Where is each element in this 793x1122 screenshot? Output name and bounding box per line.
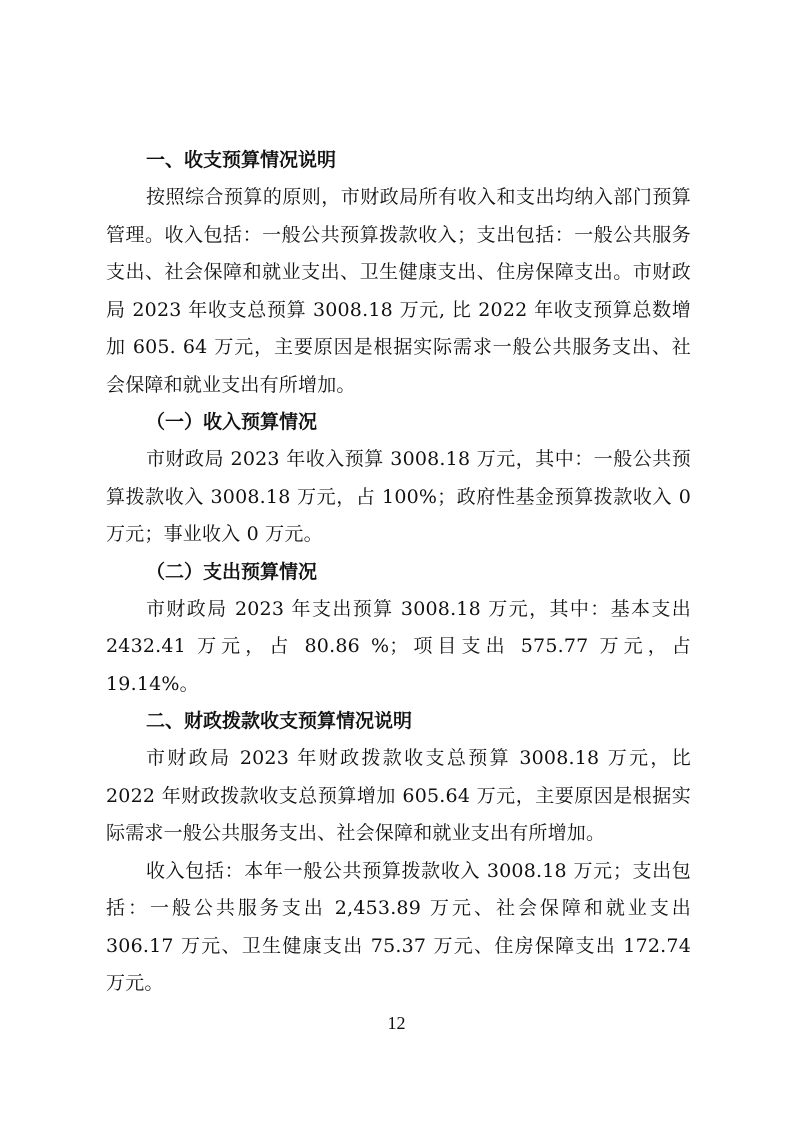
page-number: 12 (387, 1013, 406, 1033)
paragraph-fiscal-appropriation-breakdown: 收入包括：本年一般公共预算拨款收入 3008.18 万元；支出包括：一般公共服务支出 2,453.89 万元、社会保障和就业支出 306.17 万元、卫生健康支出 75.37 万元、住房保障支出 172.74 万元。 (106, 859, 691, 994)
section-heading-fiscal-appropriation: 二、财政拨款收支预算情况说明 (146, 710, 413, 732)
section-heading-budget-overview: 一、收支预算情况说明 (146, 149, 337, 171)
page-content (106, 142, 691, 1003)
subheading-income-budget: （一）收入预算情况 (146, 411, 318, 433)
paragraph-income-budget: 市财政局 2023 年收入预算 3008.18 万元，其中：一般公共预算拨款收入 3008.18 万元，占 100%；政府性基金预算拨款收入 0 万元；事业收入 0 万元。 (106, 448, 691, 545)
subheading-expense-budget: （二）支出预算情况 (146, 560, 318, 583)
paragraph-expense-budget: 市财政局 2023 年支出预算 3008.18 万元，其中：基本支出 2432.41 万元，占 80.86 %；项目支出 575.77 万元，占 19.14%。 (106, 597, 691, 695)
paragraph-budget-intro: 按照综合预算的原则，市财政局所有收入和支出均纳入部门预算管理。收入包括：一般公共预算拨款收入；支出包括：一般公共服务支出、社会保障和就业支出、卫生健康支出、住房保障支出。市财政局 2023 年收支总预算 3008.18 万元, 比 2022 年收支预算总数增加 605. 64 万元，主要原因是根据实际需求一般公共服务支出、社会保障和就业支出有所增加。 (106, 186, 691, 396)
paragraph-fiscal-appropriation-total: 市财政局 2023 年财政拨款收支总预算 3008.18 万元，比 2022 年财政拨款收支总预算增加 605.64 万元，主要原因是根据实际需求一般公共服务支出、社会保障和就业支出有所增加。 (106, 747, 691, 844)
